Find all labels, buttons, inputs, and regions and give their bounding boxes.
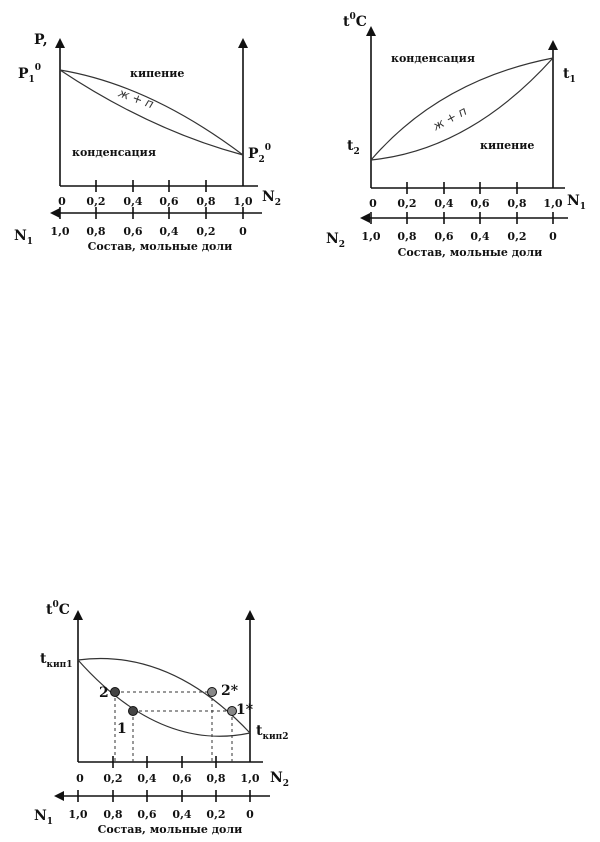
d3-point-label: 2*	[221, 683, 239, 699]
d1-bottom-tick-label: 0,2	[196, 225, 216, 238]
d3-tkip2-label: $t_{кип2}$	[256, 723, 289, 742]
d2-top-tick-label: 0,2	[397, 197, 417, 210]
d1-top-tick-label: 0,6	[159, 195, 179, 208]
d2-top-tick-label: 0,8	[507, 197, 527, 210]
diagram-pressure-composition	[14, 32, 281, 253]
d1-caption: Состав, мольные доли	[87, 240, 233, 253]
d3-point-2-star	[208, 688, 217, 697]
d3-top-tick-label: 0,6	[172, 772, 192, 785]
d2-region-boiling: кипение	[480, 139, 535, 152]
d2-top-tick-label: 0,6	[470, 197, 490, 210]
d3-point-2	[111, 688, 120, 697]
d2-second-label: $N_2$	[326, 231, 346, 250]
d2-x-label: $N_1$	[567, 193, 587, 212]
d3-top-tick-label: 0,2	[103, 772, 123, 785]
d3-bottom-tick-label: 1,0	[68, 808, 88, 821]
d1-top-tick-label: 0,8	[196, 195, 216, 208]
d1-top-tick-label: 0	[58, 195, 66, 208]
d2-top-tick-label: 1,0	[543, 197, 563, 210]
d3-bottom-tick-label: 0,2	[206, 808, 226, 821]
d2-t1-label: $t_1$	[563, 66, 576, 85]
d1-liquid-line	[60, 70, 243, 155]
d1-region-condensation: конденсация	[72, 146, 156, 159]
diagram-temperature-composition-2	[34, 600, 289, 836]
d2-top-tick-labels	[369, 197, 563, 210]
d2-bottom-tick-label: 1,0	[361, 230, 381, 243]
d1-bottom-tick-label: 0,4	[159, 225, 179, 238]
d1-top-tick-labels	[58, 195, 253, 208]
d3-tkip1-label: $t_{кип1}$	[40, 651, 73, 670]
d3-point-label: 2	[99, 685, 109, 701]
d3-bottom-tick-label: 0,8	[103, 808, 123, 821]
diagram-temperature-composition-1	[326, 12, 586, 259]
d3-top-tick-labels	[76, 772, 260, 785]
d1-bottom-tick-label: 0,8	[86, 225, 106, 238]
d3-caption: Состав, мольные доли	[97, 823, 243, 836]
d3-top-tick-label: 0,4	[137, 772, 157, 785]
d1-top-tick-label: 0,4	[123, 195, 143, 208]
d3-bottom-tick-label: 0,6	[137, 808, 157, 821]
d1-vapor-line	[60, 70, 243, 155]
d3-bottom-tick-label: 0,4	[172, 808, 192, 821]
d1-y-label: P,	[34, 32, 48, 48]
d3-second-label: $N_1$	[34, 808, 54, 827]
d2-bottom-tick-label: 0,6	[434, 230, 454, 243]
d3-point-label: 1	[117, 721, 127, 737]
d1-region-boiling: кипение	[130, 67, 185, 80]
d2-top-tick-label: 0	[369, 197, 377, 210]
d1-bottom-tick-label: 0,6	[123, 225, 143, 238]
d3-point-1	[129, 707, 138, 716]
d1-second-label: $N_1$	[14, 228, 34, 247]
d2-bottom-tick-label: 0	[549, 230, 557, 243]
d2-region-mixture: ж + п	[430, 103, 470, 134]
d2-bottom-tick-labels	[361, 230, 557, 243]
d1-bottom-tick-labels	[50, 225, 247, 238]
d1-x-label: $N_2$	[262, 189, 282, 208]
d1-top-tick-label: 0,2	[86, 195, 106, 208]
d2-y-label: $t^0C$	[343, 12, 367, 30]
d3-x-label: $N_2$	[270, 770, 290, 789]
d2-bottom-tick-label: 0,8	[397, 230, 417, 243]
d3-bottom-tick-labels	[68, 808, 254, 821]
d3-y-label: $t^0C$	[46, 600, 70, 618]
d2-region-condensation: конденсация	[391, 52, 475, 65]
d3-dashed-guides	[115, 692, 232, 762]
d2-bottom-tick-label: 0,4	[470, 230, 490, 243]
d1-region-mixture: ж + п	[116, 85, 156, 112]
d1-top-tick-label: 1,0	[233, 195, 253, 208]
d3-bottom-tick-label: 0	[246, 808, 254, 821]
d3-top-tick-label: 0,8	[206, 772, 226, 785]
d3-top-tick-label: 0	[76, 772, 84, 785]
d2-top-tick-label: 0,4	[434, 197, 454, 210]
d2-t2-label: $t_2$	[347, 138, 360, 157]
d1-p2-label: $P_2^0$	[248, 143, 272, 165]
d1-p1-label: $P_1^0$	[18, 63, 42, 85]
d1-bottom-tick-label: 0	[239, 225, 247, 238]
d3-top-tick-label: 1,0	[240, 772, 260, 785]
d2-caption: Состав, мольные доли	[397, 246, 543, 259]
d3-point-label: 1*	[236, 702, 254, 718]
d2-bottom-tick-label: 0,2	[507, 230, 527, 243]
d1-bottom-tick-label: 1,0	[50, 225, 70, 238]
